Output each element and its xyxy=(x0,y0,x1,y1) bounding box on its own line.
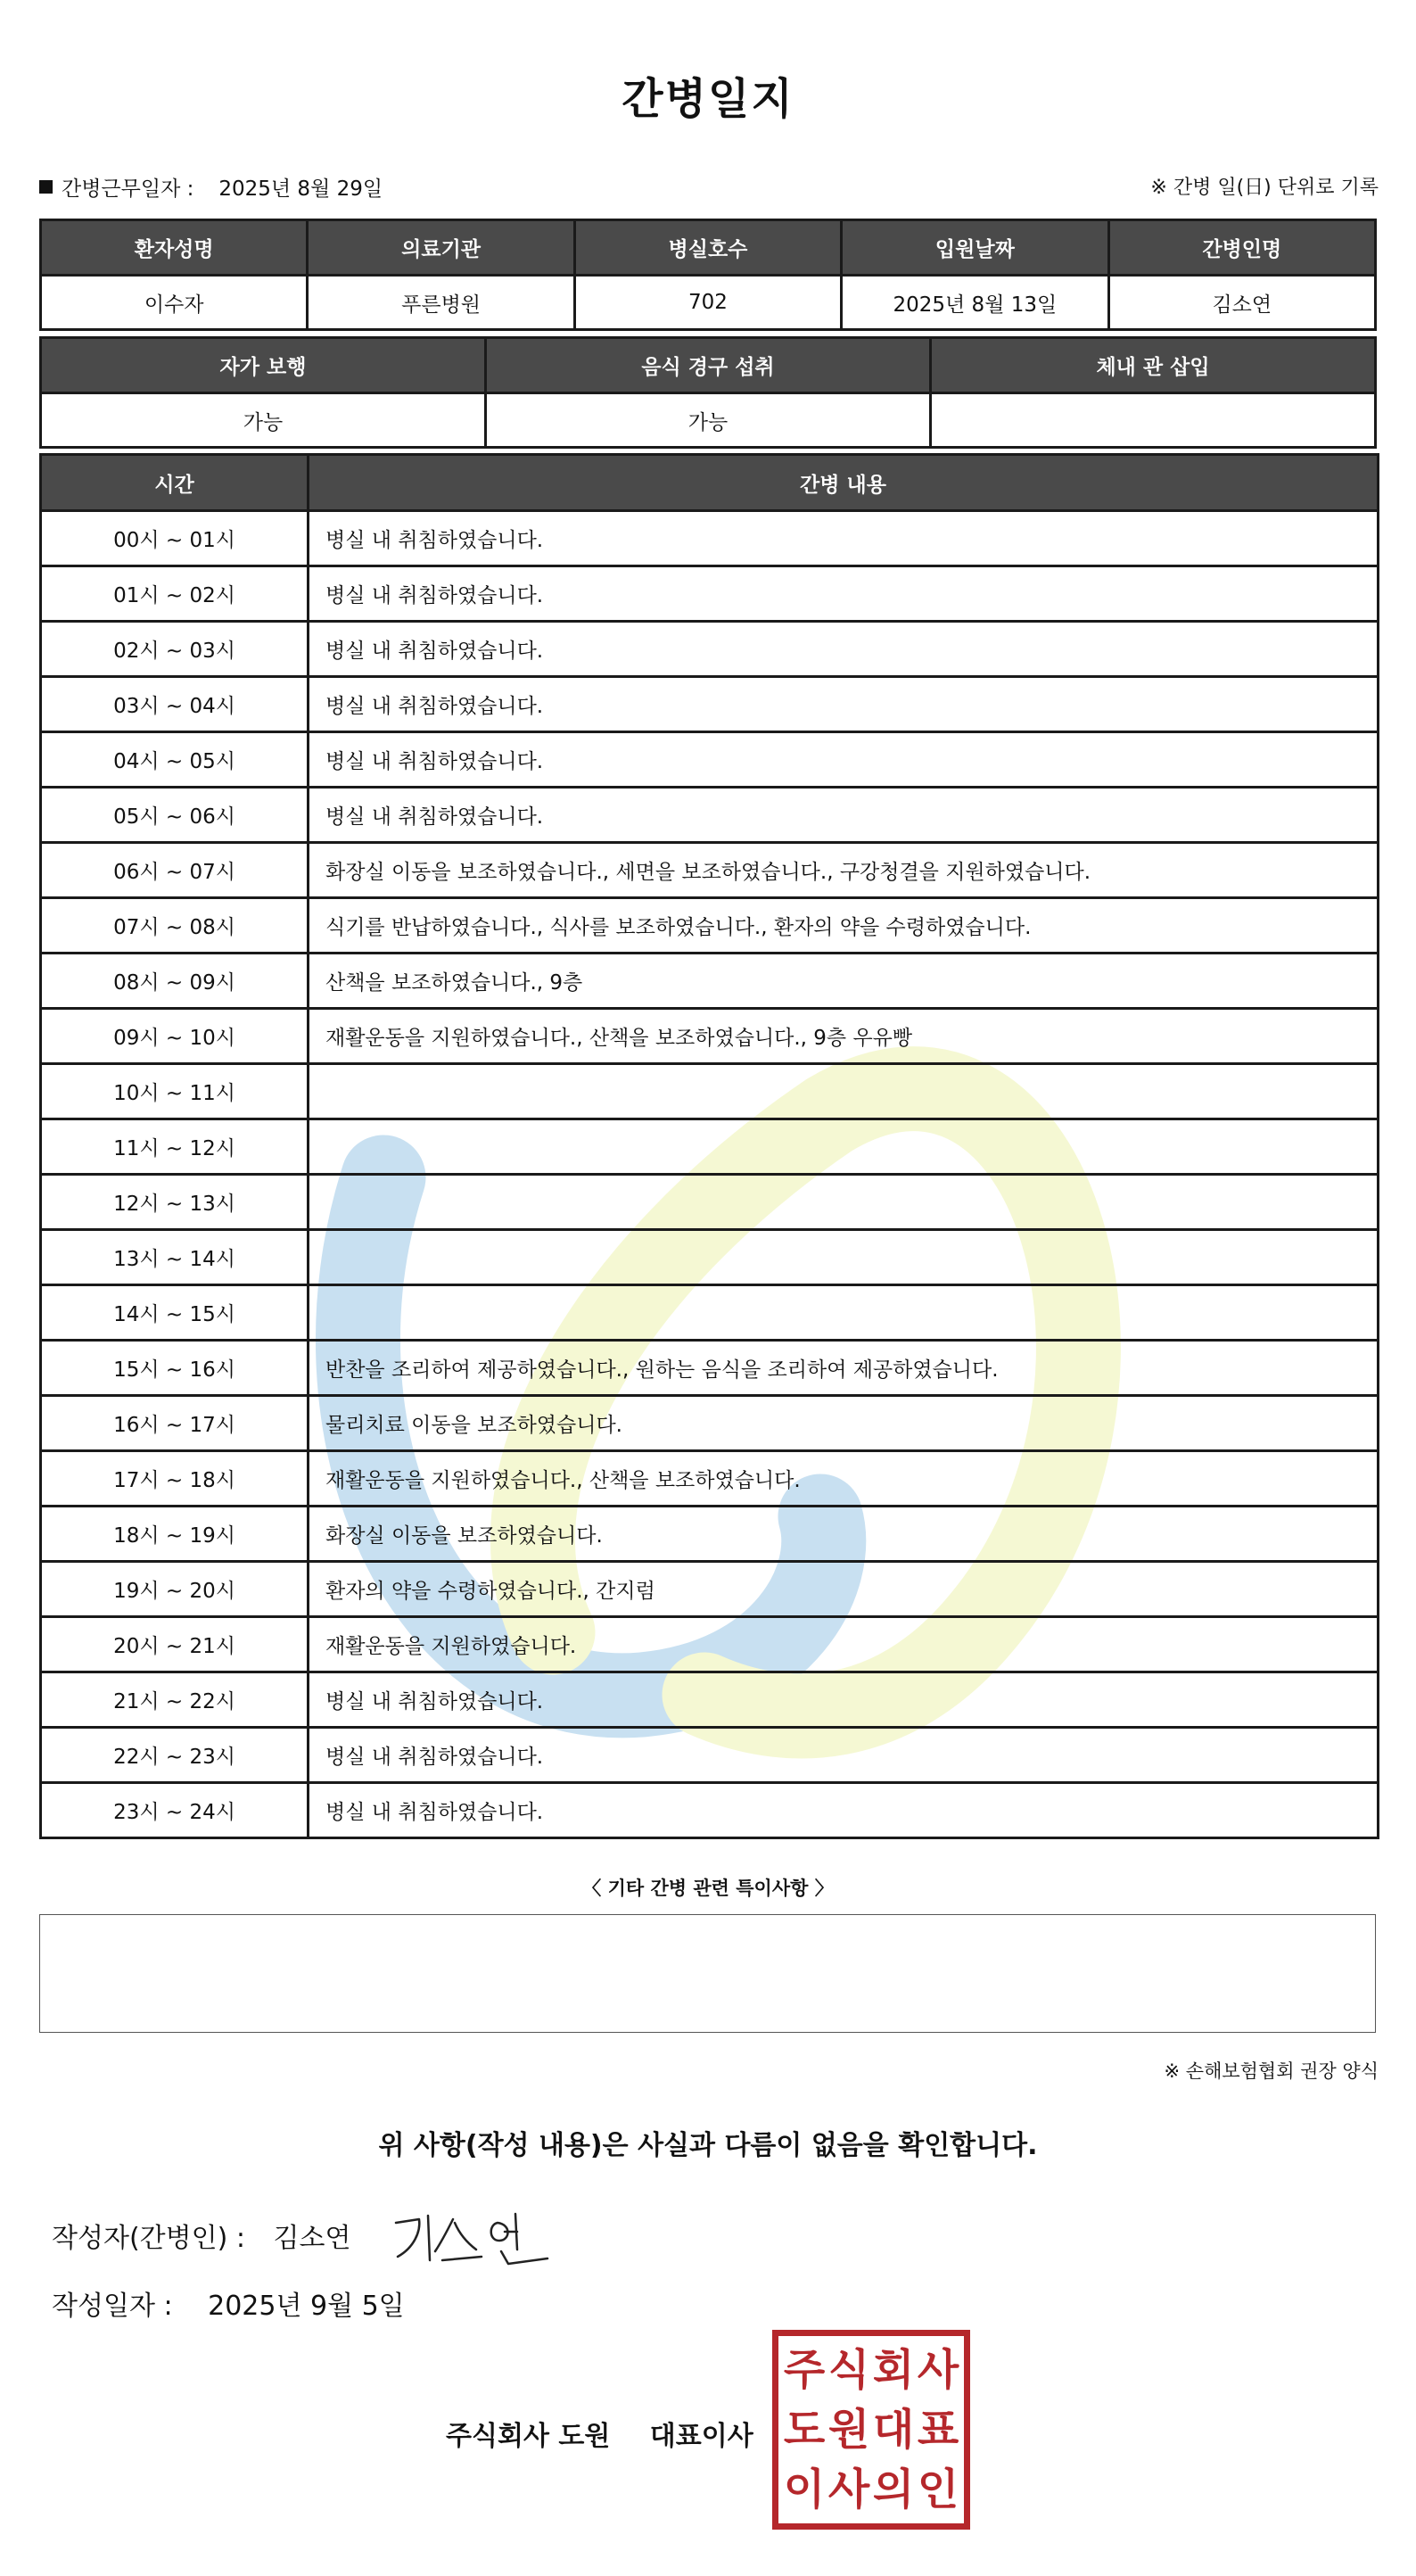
time-slot: 16시 ~ 17시 xyxy=(41,1396,309,1451)
table-row xyxy=(41,511,1379,566)
header-patient-name: 환자성명 xyxy=(41,220,308,276)
care-content: 병실 내 취침하였습니다. xyxy=(309,788,1379,843)
table-row xyxy=(41,732,1379,788)
table-row xyxy=(41,843,1379,898)
care-log-table xyxy=(39,453,1379,1839)
patient-status-value-row xyxy=(41,393,1376,448)
patient-status-table xyxy=(39,336,1377,449)
writer-name: 김소연 xyxy=(273,2223,351,2254)
table-row xyxy=(41,954,1379,1009)
care-content: 화장실 이동을 보조하였습니다., 세면을 보조하였습니다., 구강청결을 지원하였습니다. xyxy=(309,843,1379,898)
table-row xyxy=(41,1507,1379,1562)
room-number-value: 702 xyxy=(574,276,841,330)
time-slot: 18시 ~ 19시 xyxy=(41,1507,309,1562)
table-row xyxy=(41,898,1379,954)
table-row xyxy=(41,677,1379,732)
time-slot: 17시 ~ 18시 xyxy=(41,1451,309,1507)
care-content xyxy=(309,1175,1379,1230)
table-row xyxy=(41,622,1379,677)
patient-status-header-row xyxy=(41,338,1376,393)
care-content xyxy=(309,1230,1379,1285)
header-caregiver-name: 간병인명 xyxy=(1108,220,1375,276)
seal-glyph: 대 xyxy=(872,2404,915,2455)
care-content: 산책을 보조하였습니다., 9층 xyxy=(309,954,1379,1009)
patient-info-value-row xyxy=(41,276,1376,330)
time-slot: 07시 ~ 08시 xyxy=(41,898,309,954)
seal-glyph: 회 xyxy=(872,2344,915,2395)
time-slot: 09시 ~ 10시 xyxy=(41,1009,309,1064)
write-date-row xyxy=(52,2283,405,2323)
seal-glyph: 원 xyxy=(827,2404,870,2455)
admission-date-value: 2025년 8월 13일 xyxy=(842,276,1108,330)
record-unit-note: ※ 간병 일(日) 단위로 기록 xyxy=(1150,177,1379,199)
seal-glyph: 주 xyxy=(783,2344,826,2395)
tube-insertion-value xyxy=(931,393,1376,448)
time-slot: 00시 ~ 01시 xyxy=(41,511,309,566)
confirmation-statement: 위 사항(작성 내용)은 사실과 다름이 없음을 확인합니다. xyxy=(378,2130,1038,2161)
care-content xyxy=(309,1119,1379,1175)
table-row xyxy=(41,1783,1379,1838)
header-hospital: 의료기관 xyxy=(308,220,574,276)
time-slot: 11시 ~ 12시 xyxy=(41,1119,309,1175)
time-slot: 15시 ~ 16시 xyxy=(41,1341,309,1396)
patient-name-value: 이수자 xyxy=(41,276,308,330)
header-time: 시간 xyxy=(41,455,309,511)
care-content: 병실 내 취침하였습니다. xyxy=(309,732,1379,788)
time-slot: 12시 ~ 13시 xyxy=(41,1175,309,1230)
care-content: 환자의 약을 수령하였습니다., 간지럼 xyxy=(309,1562,1379,1617)
time-slot: 20시 ~ 21시 xyxy=(41,1617,309,1672)
company-role: 대표이사 xyxy=(649,2421,753,2452)
seal-glyph: 식 xyxy=(827,2344,870,2395)
work-date-value: 2025년 8월 29일 xyxy=(218,178,383,201)
time-slot: 19시 ~ 20시 xyxy=(41,1562,309,1617)
header-self-walking: 자가 보행 xyxy=(41,338,486,393)
care-content: 병실 내 취침하였습니다. xyxy=(309,1672,1379,1728)
hospital-value: 푸른병원 xyxy=(308,276,574,330)
work-date-row xyxy=(39,172,383,202)
oral-intake-value: 가능 xyxy=(486,393,931,448)
care-content: 병실 내 취침하였습니다. xyxy=(309,677,1379,732)
table-row xyxy=(41,1064,1379,1119)
handwritten-signature xyxy=(383,2196,562,2267)
table-row xyxy=(41,1728,1379,1783)
time-slot: 21시 ~ 22시 xyxy=(41,1672,309,1728)
table-row xyxy=(41,1562,1379,1617)
care-content: 병실 내 취침하였습니다. xyxy=(309,511,1379,566)
header-care-content: 간병 내용 xyxy=(309,455,1379,511)
care-log-header-row xyxy=(41,455,1379,511)
time-slot: 03시 ~ 04시 xyxy=(41,677,309,732)
notes-label: 〈 기타 간병 관련 특이사항 〉 xyxy=(582,1878,834,1899)
table-row xyxy=(41,1119,1379,1175)
care-log-body xyxy=(41,511,1379,1838)
seal-glyph: 사 xyxy=(827,2465,870,2515)
table-row xyxy=(41,1451,1379,1507)
care-content: 식기를 반납하였습니다., 식사를 보조하였습니다., 환자의 약을 수령하였습니다. xyxy=(309,898,1379,954)
write-date-label: 작성일자 : xyxy=(52,2291,173,2322)
header-admission-date: 입원날짜 xyxy=(842,220,1108,276)
document-title: 간병일지 xyxy=(622,74,794,124)
care-content: 재활운동을 지원하였습니다. xyxy=(309,1617,1379,1672)
seal-glyph: 사 xyxy=(917,2344,959,2395)
care-content xyxy=(309,1285,1379,1341)
time-slot: 05시 ~ 06시 xyxy=(41,788,309,843)
time-slot: 22시 ~ 23시 xyxy=(41,1728,309,1783)
care-content: 재활운동을 지원하였습니다., 산책을 보조하였습니다., 9층 우유빵 xyxy=(309,1009,1379,1064)
patient-info-header-row xyxy=(41,220,1376,276)
care-content: 반찬을 조리하여 제공하였습니다., 원하는 음식을 조리하여 제공하였습니다. xyxy=(309,1341,1379,1396)
care-content: 병실 내 취침하였습니다. xyxy=(309,566,1379,622)
table-row xyxy=(41,566,1379,622)
time-slot: 06시 ~ 07시 xyxy=(41,843,309,898)
company-seal-stamp xyxy=(772,2330,970,2530)
form-source-note: ※ 손해보험협회 권장 양식 xyxy=(1164,2060,1379,2082)
square-bullet-icon xyxy=(39,180,53,194)
time-slot: 10시 ~ 11시 xyxy=(41,1064,309,1119)
table-row xyxy=(41,788,1379,843)
care-content: 화장실 이동을 보조하였습니다. xyxy=(309,1507,1379,1562)
seal-glyph: 표 xyxy=(917,2404,959,2455)
time-slot: 01시 ~ 02시 xyxy=(41,566,309,622)
company-name: 주식회사 도원 xyxy=(446,2421,611,2452)
header-oral-intake: 음식 경구 섭취 xyxy=(486,338,931,393)
table-row xyxy=(41,1672,1379,1728)
notes-box xyxy=(39,1914,1376,2033)
write-date-value: 2025년 9월 5일 xyxy=(208,2291,405,2322)
table-row xyxy=(41,1230,1379,1285)
patient-info-table xyxy=(39,219,1377,331)
company-signature-line xyxy=(446,2414,753,2453)
seal-glyph: 인 xyxy=(917,2465,959,2515)
care-content: 재활운동을 지원하였습니다., 산책을 보조하였습니다. xyxy=(309,1451,1379,1507)
time-slot: 23시 ~ 24시 xyxy=(41,1783,309,1838)
table-row xyxy=(41,1175,1379,1230)
table-row xyxy=(41,1341,1379,1396)
header-tube-insertion: 체내 관 삽입 xyxy=(931,338,1376,393)
seal-glyph: 도 xyxy=(783,2404,826,2455)
writer-row xyxy=(52,2216,350,2255)
time-slot: 08시 ~ 09시 xyxy=(41,954,309,1009)
time-slot: 14시 ~ 15시 xyxy=(41,1285,309,1341)
caregiver-name-value: 김소연 xyxy=(1108,276,1375,330)
work-date-label: 간병근무일자 : xyxy=(62,178,194,201)
care-content: 병실 내 취침하였습니다. xyxy=(309,1783,1379,1838)
table-row xyxy=(41,1285,1379,1341)
writer-label: 작성자(간병인) : xyxy=(52,2223,245,2254)
time-slot: 13시 ~ 14시 xyxy=(41,1230,309,1285)
care-content: 병실 내 취침하였습니다. xyxy=(309,1728,1379,1783)
table-row xyxy=(41,1009,1379,1064)
self-walking-value: 가능 xyxy=(41,393,486,448)
seal-glyph: 이 xyxy=(783,2465,826,2515)
time-slot: 02시 ~ 03시 xyxy=(41,622,309,677)
table-row xyxy=(41,1396,1379,1451)
care-content xyxy=(309,1064,1379,1119)
care-content: 물리치료 이동을 보조하였습니다. xyxy=(309,1396,1379,1451)
seal-glyph: 의 xyxy=(872,2465,915,2515)
time-slot: 04시 ~ 05시 xyxy=(41,732,309,788)
header-room-number: 병실호수 xyxy=(574,220,841,276)
care-content: 병실 내 취침하였습니다. xyxy=(309,622,1379,677)
table-row xyxy=(41,1617,1379,1672)
